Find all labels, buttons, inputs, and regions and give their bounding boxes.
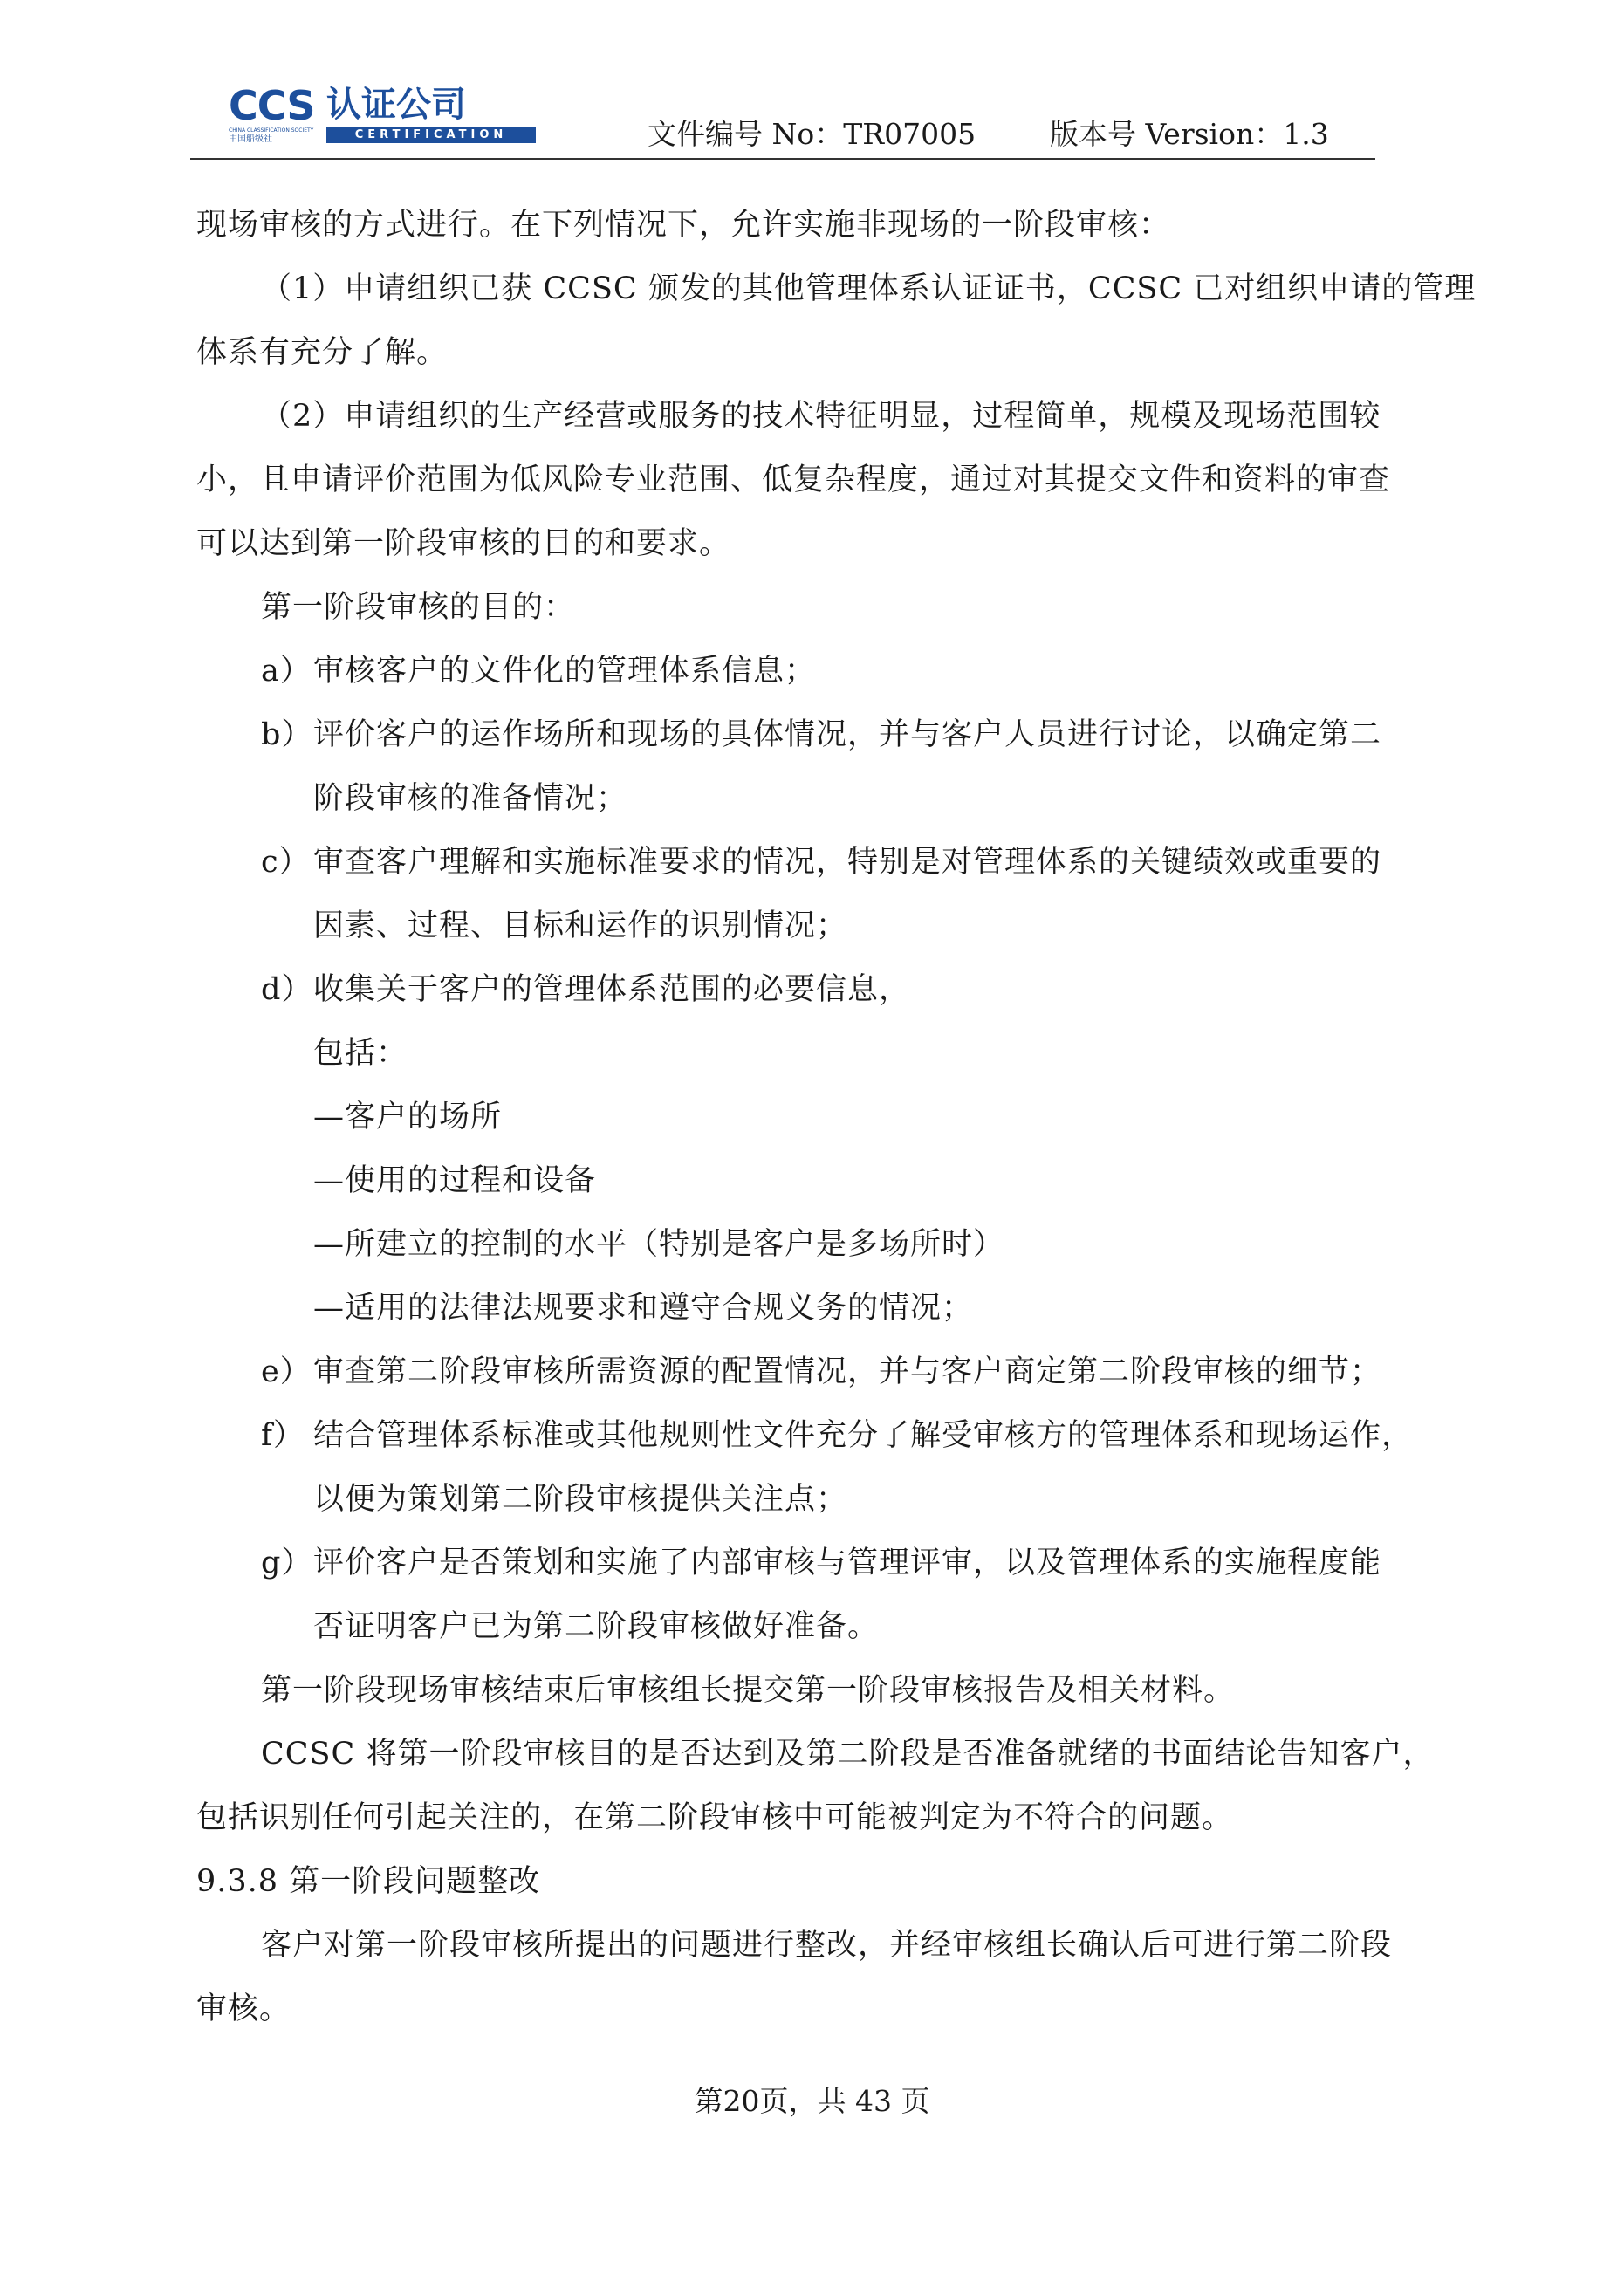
list-item-label: e） [261,1354,312,1389]
company-logo [229,84,536,145]
paragraph-line: 可以达到第一阶段审核的目的和要求。 [196,526,731,561]
logo-society-text: CHINA CLASSIFICATION SOCIETY [229,127,314,134]
sub-list-bullet: —客户的场所 [313,1100,503,1135]
sub-list-bullet: —适用的法律法规要求和遵守合规义务的情况； [313,1291,974,1326]
paragraph-line: 客户对第一阶段审核所提出的问题进行整改，并经审核组长确认后可进行第二阶段 [261,1928,1393,1963]
document-body [196,194,1477,2041]
sub-list-intro: 包括： [313,1036,408,1071]
list-item-text: 审查第二阶段审核所需资源的配置情况，并与客户商定第二阶段审核的细节； [313,1354,1382,1389]
paragraph-line: 体系有充分了解。 [196,335,449,370]
list-item-text: 收集关于客户的管理体系范围的必要信息， [313,972,911,1007]
paragraph-line: 审核。 [196,1992,291,2026]
list-item-text: 评价客户是否策划和实施了内部审核与管理评审，以及管理体系的实施程度能 [313,1546,1382,1580]
paragraph-line: 第一阶段现场审核结束后审核组长提交第一阶段审核报告及相关材料。 [261,1673,1236,1708]
list-item-continuation: 以便为策划第二阶段审核提供关注点； [313,1482,848,1517]
logo-certification-bar: CERTIFICATION [326,127,536,143]
list-item-label: b） [261,717,313,752]
paragraph-line: CCSC 将第一阶段审核目的是否达到及第二阶段是否准备就绪的书面结论告知客户， [261,1737,1435,1772]
sub-list-bullet: —使用的过程和设备 [313,1163,597,1198]
document-number: 文件编号 No：TR07005 [648,117,976,151]
logo-cn-text: 认证公司 [326,85,466,125]
list-item-label: f） [261,1418,305,1453]
list-item-f [196,1404,1440,1468]
page-number: 第20页，共 43 页 [694,2084,930,2118]
list-item-label: d） [261,972,313,1007]
list-item-b [196,703,1440,767]
sub-list-bullet: —所建立的控制的水平（特别是客户是多场所时） [313,1227,1005,1262]
paragraph-line: 现场审核的方式进行。在下列情况下，允许实施非现场的一阶段审核： [196,208,1171,243]
list-item-continuation: 否证明客户已为第二阶段审核做好准备。 [313,1609,880,1644]
paragraph-line: 包括识别任何引起关注的，在第二阶段审核中可能被判定为不符合的问题。 [196,1800,1234,1835]
paragraph-line: （1）申请组织已获 CCSC 颁发的其他管理体系认证证书，CCSC 已对组织申请的管理 [261,271,1477,306]
logo-cn-small-text: 中国船级社 [229,134,272,144]
list-item-continuation: 因素、过程、目标和运作的识别情况； [313,908,848,943]
list-item-g [196,1532,1440,1595]
list-item-e [196,1340,1440,1404]
list-item-text: 审核客户的文件化的管理体系信息； [313,654,817,689]
header-divider [190,158,1375,160]
list-item-a [196,640,1440,703]
list-item-text: 审查客户理解和实施标准要求的情况，特别是对管理体系的关键绩效或重要的 [313,845,1382,880]
list-item-label: a） [261,654,312,689]
paragraph-line: 小，且申请评价范围为低风险专业范围、低复杂程度，通过对其提交文件和资料的审查 [196,463,1391,497]
document-version: 版本号 Version：1.3 [1050,117,1329,151]
list-item-c [196,831,1440,895]
list-item-text: 结合管理体系标准或其他规则性文件充分了解受审核方的管理体系和现场运作， [313,1418,1414,1453]
list-item-label: g） [261,1546,313,1580]
list-item-continuation: 阶段审核的准备情况； [313,781,628,816]
list-item-d [196,958,1440,1022]
section-heading: 9.3.8 第一阶段问题整改 [196,1864,541,1899]
paragraph-line: （2）申请组织的生产经营或服务的技术特征明显，过程简单，规模及现场范围较 [261,399,1381,434]
list-item-label: c） [261,845,311,880]
list-intro: 第一阶段审核的目的： [261,590,576,625]
logo-ccs-text: CCS [229,82,315,129]
list-item-text: 评价客户的运作场所和现场的具体情况，并与客户人员进行讨论，以确定第二 [313,717,1382,752]
